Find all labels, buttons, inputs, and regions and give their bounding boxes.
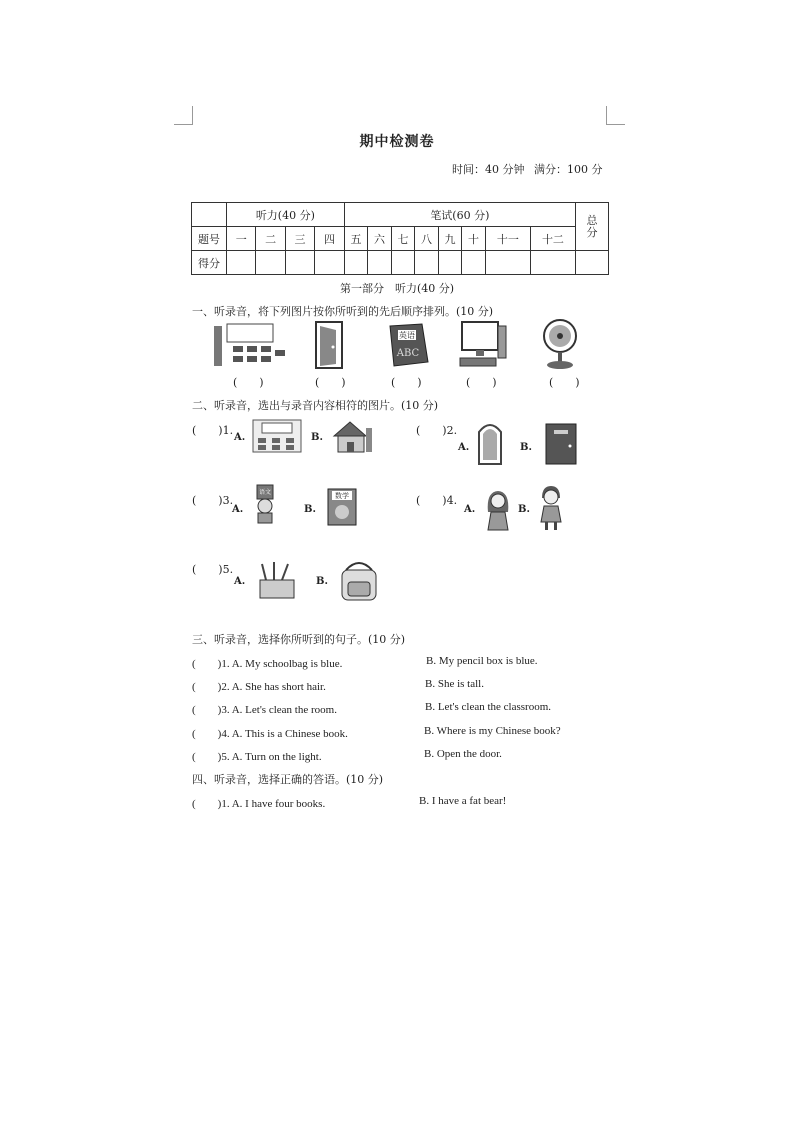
s3-q3-option-a: ( )3. A. Let's clean the room. [192,704,337,716]
s4-q1-option-a: ( )1. A. I have four books. [192,798,326,810]
question-2-2: ( )2. [416,424,458,437]
s3-q5-option-b: B. Open the door. [424,748,502,760]
full-score: 满分：100 分 [534,163,603,176]
option-a-label: A. [232,504,244,515]
section-1-heading: 一、听录音，将下列图片按你所听到的先后顺序排列。(10 分) [192,305,494,318]
score-cell[interactable] [485,251,530,275]
table-corner-cell [192,203,227,227]
exam-meta [452,161,609,177]
house-option-picture [330,418,374,456]
window-option-picture [477,420,503,466]
score-cell[interactable] [462,251,486,275]
writing-header: 笔试(60 分) [344,203,575,227]
col-10: 十 [462,227,486,251]
girl-with-book-picture [252,484,278,524]
fan-picture [540,318,580,370]
long-hair-girl-picture [484,488,512,532]
row-label-score: 得分 [192,251,227,275]
score-row [192,251,609,275]
section-3-heading: 三、听录音，选择你所听到的句子。(10 分) [192,633,406,646]
score-cell-total[interactable] [576,251,609,275]
s3-q3-option-b: B. Let's clean the classroom. [425,701,552,713]
listening-header: 听力(40 分) [227,203,345,227]
col-6: 六 [368,227,392,251]
answer-blank[interactable]: ( ) [391,376,422,389]
english-book-picture [386,322,430,368]
question-number-row [192,227,609,251]
col-1: 一 [227,227,256,251]
svg-text:ABC: ABC [396,348,420,359]
option-a-label: A. [234,576,246,587]
score-cell[interactable] [530,251,575,275]
option-a-label: A. [234,432,246,443]
s3-q5-option-a: ( )5. A. Turn on the light. [192,751,322,763]
total-header-text: 总分 [586,213,598,239]
answer-blank[interactable]: ( ) [549,376,580,389]
s3-q4-option-a: ( )4. A. This is a Chinese book. [192,728,348,740]
section-2-heading: 二、听录音，选出与录音内容相符的图片。(10 分) [192,399,439,412]
col-5: 五 [344,227,368,251]
score-cell[interactable] [368,251,392,275]
page-title: 期中检测卷 [359,134,435,150]
score-cell[interactable] [256,251,285,275]
answer-blank[interactable]: ( ) [466,376,497,389]
col-2: 二 [256,227,285,251]
part-one-heading: 第一部分 听力(40 分) [339,282,455,295]
row-label-number: 题号 [192,227,227,251]
computer-picture [456,320,508,370]
col-9: 九 [438,227,462,251]
score-cell[interactable] [438,251,462,275]
door-option-picture [544,422,578,466]
question-2-5: ( )5. [192,563,234,576]
classroom-picture [213,320,289,370]
option-a-label: A. [458,442,470,453]
score-cell[interactable] [391,251,415,275]
option-b-label: B. [311,432,323,443]
col-7: 七 [391,227,415,251]
option-b-label: B. [304,504,316,515]
question-2-4: ( )4. [416,494,458,507]
col-11: 十一 [485,227,530,251]
answer-blank[interactable]: ( ) [233,376,264,389]
col-8: 八 [415,227,439,251]
time-limit: 时间：40 分钟 [452,163,525,176]
score-cell[interactable] [344,251,368,275]
option-b-label: B. [520,442,532,453]
corner-mark-left [174,106,193,125]
s3-q1-option-b: B. My pencil box is blue. [426,655,538,667]
book-title-text: 数学 [335,492,349,500]
book-title-text: 语文 [258,489,272,496]
s3-q2-option-a: ( )2. A. She has short hair. [192,681,326,693]
option-a-label: A. [464,504,476,515]
option-b-label: B. [518,504,530,515]
col-4: 四 [315,227,344,251]
score-cell[interactable] [315,251,344,275]
col-3: 三 [285,227,314,251]
pencil-box-picture [256,560,298,600]
book-title-text: 英语 [399,331,415,340]
score-cell[interactable] [415,251,439,275]
total-header [576,203,609,251]
section-4-heading: 四、听录音，选择正确的答语。(10 分) [192,773,384,786]
score-table [191,202,609,275]
classroom-option-picture [252,418,302,454]
score-cell[interactable] [285,251,314,275]
s3-q1-option-a: ( )1. A. My schoolbag is blue. [192,658,343,670]
s3-q2-option-b: B. She is tall. [425,678,484,690]
col-12: 十二 [530,227,575,251]
math-book-picture [326,487,358,527]
short-hair-girl-picture [538,484,564,532]
question-2-1: ( )1. [192,424,234,437]
option-b-label: B. [316,576,328,587]
schoolbag-picture [336,558,382,604]
s3-q4-option-b: B. Where is my Chinese book? [424,725,561,737]
answer-blank[interactable]: ( ) [315,376,346,389]
door-picture [314,320,344,370]
corner-mark-right [606,106,625,125]
s4-q1-option-b: B. I have a fat bear! [419,795,507,807]
score-cell[interactable] [227,251,256,275]
question-2-3: ( )3. [192,494,234,507]
